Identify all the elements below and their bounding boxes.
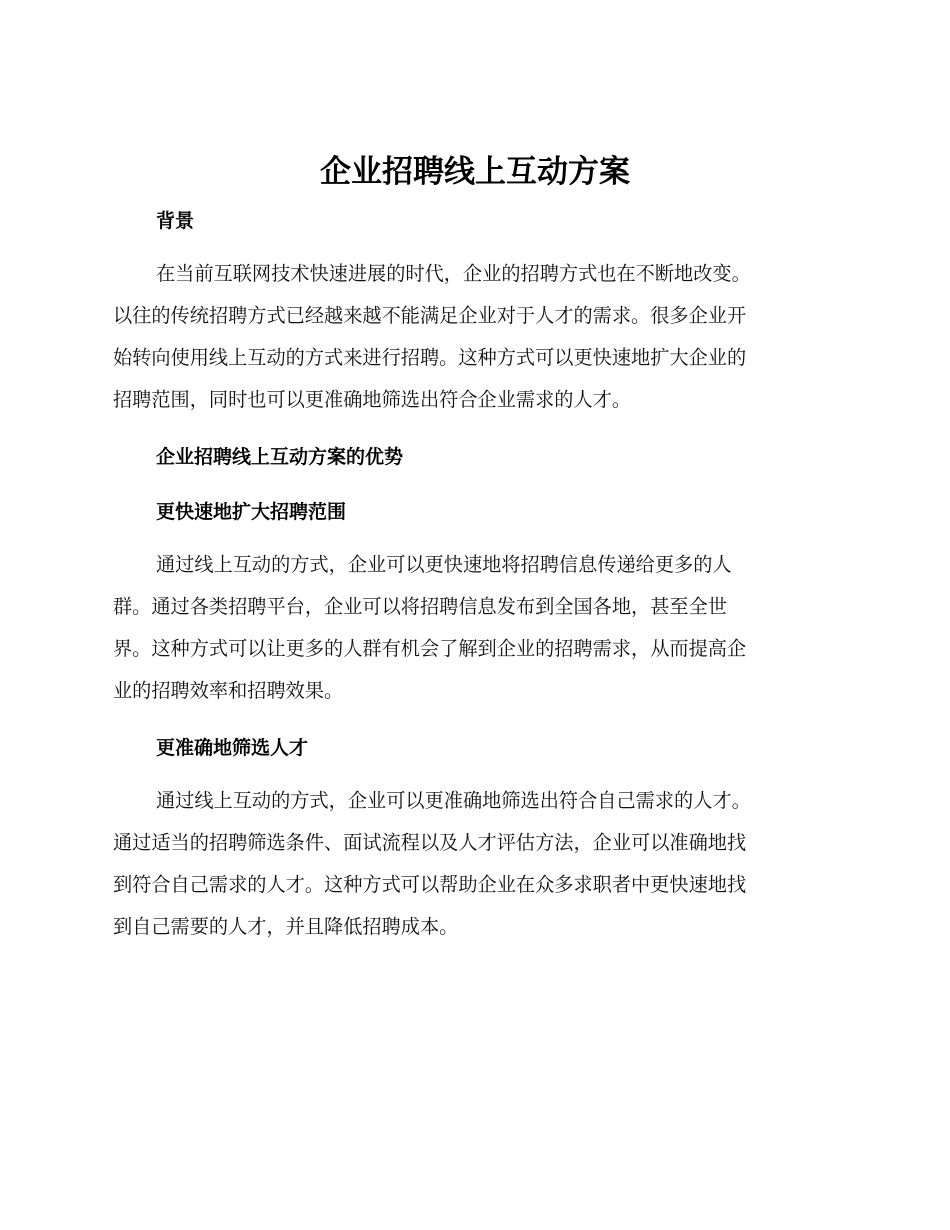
section1-paragraph: [113, 544, 835, 712]
paragraph-line: 通过线上互动的方式，企业可以更准确地筛选出符合自己需求的人才。: [156, 789, 751, 812]
background-paragraph: [113, 253, 835, 421]
paragraph-line: 招聘范围，同时也可以更准确地筛选出符合企业需求的人才。: [113, 388, 632, 411]
background-heading: 背景: [156, 210, 195, 232]
paragraph-line: 业的招聘效率和招聘效果。: [113, 679, 344, 702]
paragraph-line: 到符合自己需求的人才。这种方式可以帮助企业在众多求职者中更快速地找: [113, 873, 747, 896]
paragraph-line: 以往的传统招聘方式已经越来越不能满足企业对于人才的需求。很多企业开: [113, 304, 747, 327]
paragraph-line: 通过线上互动的方式，企业可以更快速地将招聘信息传递给更多的人: [156, 553, 732, 576]
paragraph-line: 通过适当的招聘筛选条件、面试流程以及人才评估方法，企业可以准确地找: [113, 831, 747, 854]
section1-heading: 更快速地扩大招聘范围: [156, 501, 347, 523]
section2-heading: 更准确地筛选人才: [156, 737, 309, 759]
document-title: 企业招聘线上互动方案: [320, 154, 630, 190]
paragraph-line: 群。通过各类招聘平台，企业可以将招聘信息发布到全国各地，甚至全世: [113, 595, 727, 618]
section2-paragraph: [113, 780, 835, 948]
advantages-heading: 企业招聘线上互动方案的优势: [156, 446, 404, 468]
paragraph-line: 到自己需要的人才，并且降低招聘成本。: [113, 915, 459, 938]
paragraph-line: 始转向使用线上互动的方式来进行招聘。这种方式可以更快速地扩大企业的: [113, 346, 747, 369]
paragraph-line: 在当前互联网技术快速进展的时代，企业的招聘方式也在不断地改变。: [156, 262, 751, 285]
paragraph-line: 界。这种方式可以让更多的人群有机会了解到企业的招聘需求，从而提高企: [113, 637, 747, 660]
